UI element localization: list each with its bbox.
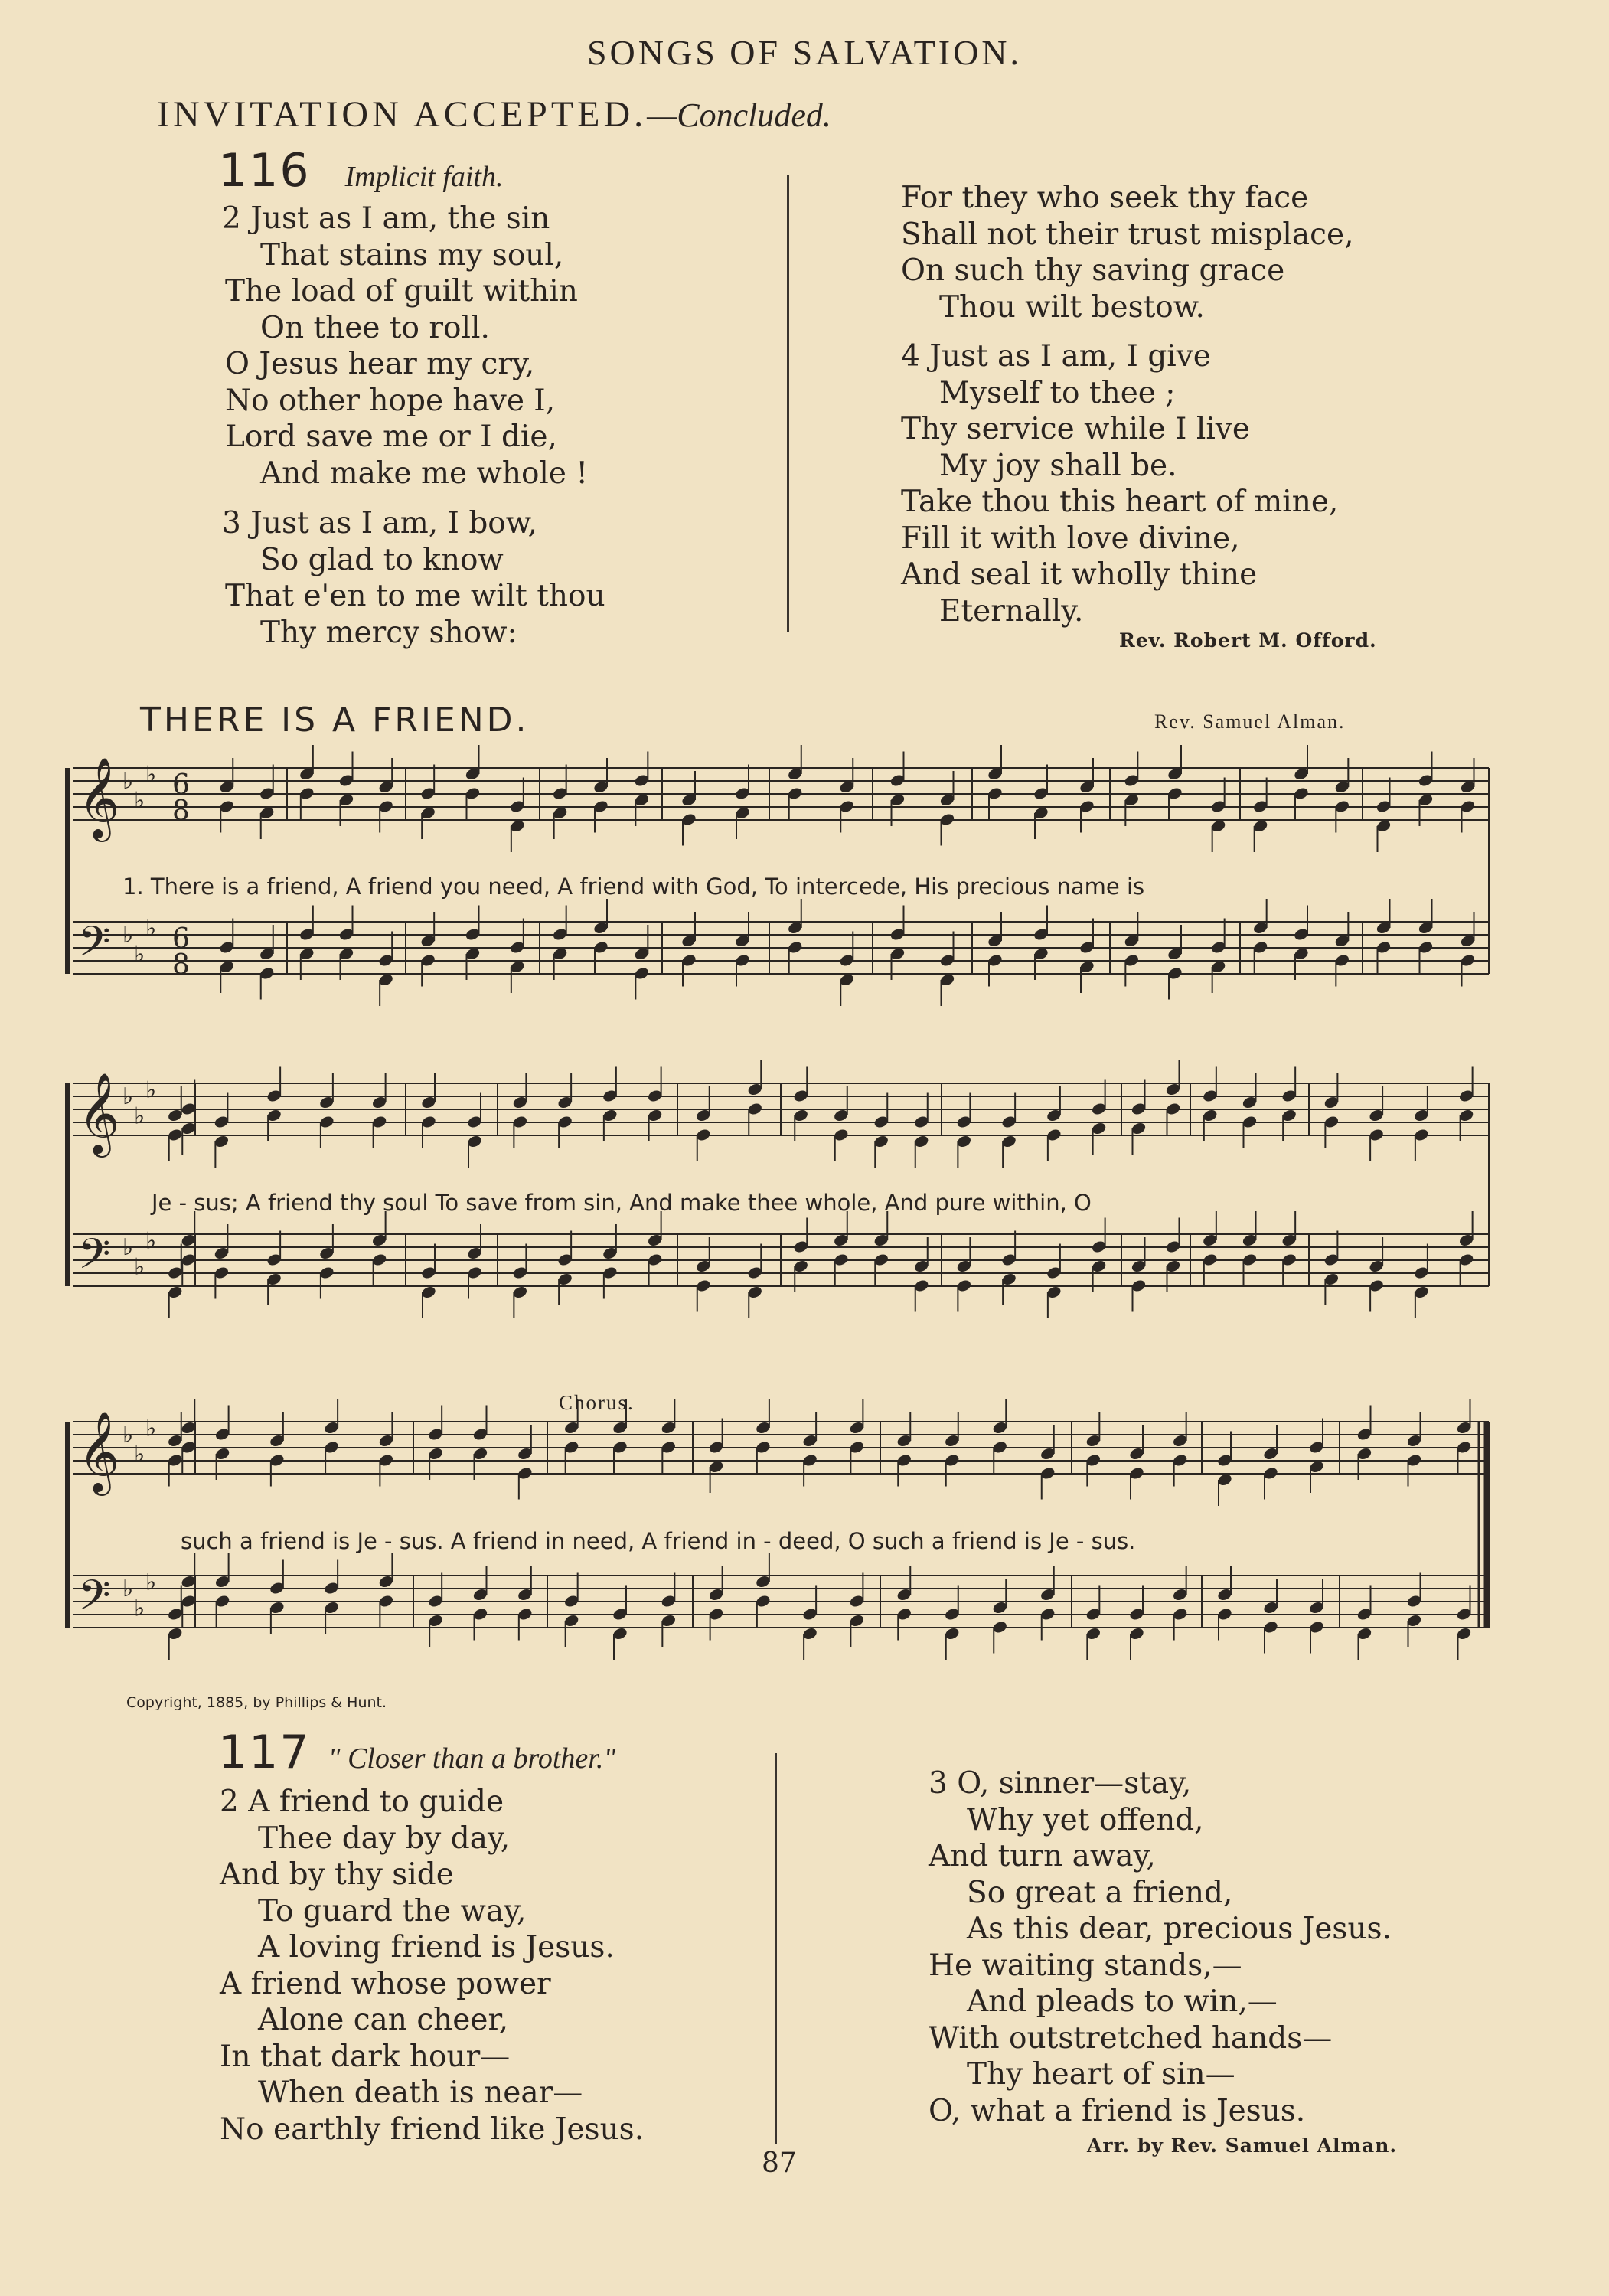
system-brace <box>65 1083 70 1286</box>
verse-line: 2 Just as I am, the sin <box>222 201 550 236</box>
verse-line: Eternally. <box>939 593 1084 629</box>
verse-line: No other hope have I, <box>225 383 556 418</box>
system-brace <box>65 768 70 974</box>
chorus-label: Chorus. <box>559 1391 635 1414</box>
verse-line: A loving friend is Jesus. <box>258 1930 615 1965</box>
verse-line: On thee to roll. <box>260 310 490 345</box>
copyright: Copyright, 1885, by Phillips & Hunt. <box>126 1694 387 1711</box>
time-signature: 8 <box>172 795 190 827</box>
treble-clef: 𝄞 <box>78 1072 120 1154</box>
key-flat: ♭ <box>122 1422 134 1449</box>
verse-line: 4 Just as I am, I give <box>901 339 1211 374</box>
verse-line: No earthly friend like Jesus. <box>220 2111 645 2147</box>
verse-line: To guard the way, <box>258 1893 527 1929</box>
system-brace <box>65 1422 70 1628</box>
verse-line: So great a friend, <box>967 1875 1233 1910</box>
verse-line: Thy heart of sin— <box>967 2057 1235 2092</box>
verse-line: 3 Just as I am, I bow, <box>222 506 537 541</box>
verse-line: And pleads to win,— <box>967 1984 1278 2019</box>
verse-line: O, what a friend is Jesus. <box>929 2093 1306 2128</box>
section-title-suffix: —Concluded. <box>647 96 831 134</box>
verse-line: Lord save me or I die, <box>225 420 557 454</box>
time-signature: 8 <box>172 949 190 981</box>
bass-clef: 𝄢 <box>78 1230 111 1288</box>
column-divider <box>775 1753 777 2144</box>
treble-clef: 𝄞 <box>78 1410 120 1492</box>
verse-line: A friend whose power <box>220 1966 551 2001</box>
verse-line: That e'en to me wilt thou <box>225 579 605 613</box>
section-title-text: INVITATION ACCEPTED. <box>157 94 648 135</box>
verse-line: Myself to thee ; <box>939 375 1176 410</box>
verse-line: And turn away, <box>929 1839 1156 1873</box>
page-number: 87 <box>762 2147 797 2179</box>
verse-line: Thou wilt bestow. <box>939 289 1205 325</box>
hymn-117-heading <box>218 1726 615 1779</box>
verse-line: For they who seek thy face <box>901 181 1309 215</box>
bass-clef: 𝄢 <box>78 917 111 976</box>
hymn-subtitle: " Closer than a brother." <box>328 1742 616 1775</box>
key-flat: ♭ <box>122 768 134 795</box>
verse-line: O Jesus hear my cry, <box>225 347 535 381</box>
treble-clef: 𝄞 <box>78 756 120 838</box>
hymn-number: 116 <box>218 144 311 198</box>
bass-clef: 𝄢 <box>78 1571 111 1630</box>
key-flat: ♭ <box>122 1576 134 1603</box>
verse-line: Thy service while I live <box>901 412 1250 446</box>
key-flat: ♭ <box>145 761 157 789</box>
verse-line: The load of guilt within <box>225 274 578 309</box>
time-signature: 6 <box>172 769 190 801</box>
hymn-117-credit: Arr. by Rev. Samuel Alman. <box>1087 2134 1398 2157</box>
verse-line: So glad to know <box>260 542 504 577</box>
key-flat: ♭ <box>122 1083 134 1111</box>
key-flat: ♭ <box>145 1076 157 1104</box>
lyrics-line-3: such a friend is Je - sus. A friend in need, A friend in - deed, O such a friend is Je - sus. <box>181 1528 1136 1554</box>
verse-line: He waiting stands,— <box>929 1948 1242 1983</box>
song-title: THERE IS A FRIEND. <box>140 701 530 740</box>
key-flat: ♭ <box>134 1441 145 1468</box>
verse-line: And seal it wholly thine <box>901 557 1258 592</box>
verse-line: Take thou this heart of mine, <box>901 485 1339 519</box>
key-flat: ♭ <box>145 1227 157 1255</box>
verse-line: On such thy saving grace <box>901 253 1285 288</box>
key-flat: ♭ <box>134 1595 145 1622</box>
verse-line: And by thy side <box>220 1857 454 1892</box>
verse-line: With outstretched hands— <box>929 2020 1333 2056</box>
running-head: SONGS OF SALVATION. <box>586 33 1023 72</box>
verse-line: When death is near— <box>258 2076 583 2110</box>
verse-line: Shall not their trust misplace, <box>901 217 1354 252</box>
verse-line: As this dear, precious Jesus. <box>967 1912 1392 1946</box>
verse-line: Why yet offend, <box>967 1802 1204 1837</box>
song-author: Rev. Samuel Alman. <box>1154 710 1346 733</box>
key-flat: ♭ <box>145 1569 157 1596</box>
hymn-number: 117 <box>218 1726 311 1779</box>
key-flat: ♭ <box>145 915 157 942</box>
key-flat: ♭ <box>134 1102 145 1130</box>
time-signature: 6 <box>172 923 190 955</box>
hymn-117-left-column <box>220 1784 644 2147</box>
verse-line: And make me whole ! <box>260 456 589 491</box>
verse-line: 3 O, sinner—stay, <box>929 1766 1192 1801</box>
key-flat: ♭ <box>134 941 145 968</box>
verse-line: My joy shall be. <box>939 448 1177 483</box>
lyrics-line-1: 1. There is a friend, A friend you need, A friend with God, To intercede, His precious name is <box>122 874 1145 900</box>
key-flat: ♭ <box>122 922 134 949</box>
verse-line: Thee day by day, <box>258 1821 511 1856</box>
hymn-117-right-column <box>929 1765 1392 2129</box>
verse-line: 2 A friend to guide <box>220 1785 504 1819</box>
key-flat: ♭ <box>134 1253 145 1281</box>
key-flat: ♭ <box>134 787 145 815</box>
key-flat: ♭ <box>145 1415 157 1442</box>
verse-line: Alone can cheer, <box>258 2003 509 2037</box>
verse-line: That stains my soul, <box>260 237 564 273</box>
key-flat: ♭ <box>122 1234 134 1262</box>
verse-line: Thy mercy show: <box>260 615 517 650</box>
hymn-subtitle: Implicit faith. <box>344 161 504 193</box>
verse-line: Fill it with love divine, <box>901 521 1240 556</box>
lyrics-line-2: Je - sus; A friend thy soul To save from sin, And make thee whole, And pure within, O <box>152 1190 1092 1216</box>
verse-line: In that dark hour— <box>220 2039 511 2074</box>
hymn-116-credit: Rev. Robert M. Offord. <box>1119 629 1377 652</box>
